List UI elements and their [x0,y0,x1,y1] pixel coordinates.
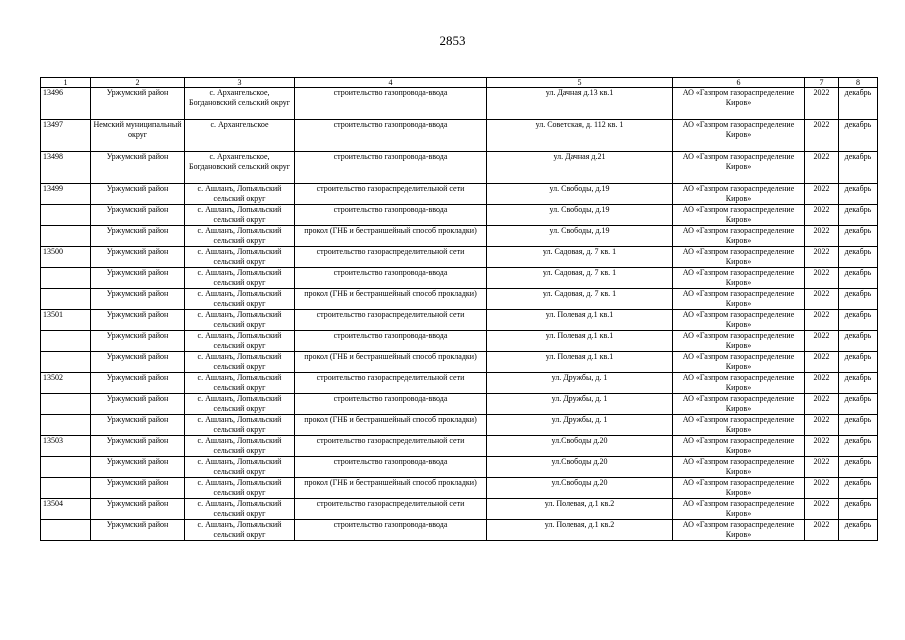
organization-cell: АО «Газпром газораспределение Киров» [673,331,805,352]
organization-cell: АО «Газпром газораспределение Киров» [673,247,805,268]
organization-cell: АО «Газпром газораспределение Киров» [673,415,805,436]
district-cell: Уржумский район [91,499,185,520]
table-row [41,520,878,541]
year-cell: 2022 [805,184,839,205]
month-cell: декабрь [839,457,878,478]
organization-cell: АО «Газпром газораспределение Киров» [673,184,805,205]
table-row [41,457,878,478]
address-cell: ул.Свободы д.20 [487,436,673,457]
year-cell: 2022 [805,331,839,352]
address-cell: ул. Полевая д.1 кв.1 [487,331,673,352]
year-cell: 2022 [805,457,839,478]
year-cell: 2022 [805,289,839,310]
district-cell: Уржумский район [91,394,185,415]
table-row [41,152,878,184]
settlement-cell: с. Ашланъ, Лопьяльский сельский округ [185,268,295,289]
work-type-cell: строительство газораспределительной сети [295,436,487,457]
header-cell: 2 [91,78,185,88]
organization-cell: АО «Газпром газораспределение Киров» [673,226,805,247]
table-row [41,373,878,394]
header-cell: 5 [487,78,673,88]
month-cell: декабрь [839,310,878,331]
month-cell: декабрь [839,226,878,247]
table-row [41,478,878,499]
district-cell: Уржумский район [91,184,185,205]
work-type-cell: строительство газопровода-ввода [295,120,487,152]
address-cell: ул. Дружбы, д. 1 [487,394,673,415]
address-cell: ул. Полевая д.1 кв.1 [487,352,673,373]
settlement-cell: с. Архангельское, Богдановский сельский округ [185,88,295,120]
month-cell: декабрь [839,184,878,205]
record-number-cell [41,520,91,541]
month-cell: декабрь [839,436,878,457]
organization-cell: АО «Газпром газораспределение Киров» [673,352,805,373]
district-cell: Уржумский район [91,478,185,499]
district-cell: Уржумский район [91,268,185,289]
month-cell: декабрь [839,352,878,373]
address-cell: ул.Свободы д.20 [487,478,673,499]
record-number-cell [41,205,91,226]
organization-cell: АО «Газпром газораспределение Киров» [673,310,805,331]
month-cell: декабрь [839,394,878,415]
header-row [41,78,878,88]
year-cell: 2022 [805,152,839,184]
record-number-cell [41,478,91,499]
settlement-cell: с. Ашланъ, Лопьяльский сельский округ [185,247,295,268]
year-cell: 2022 [805,310,839,331]
table-row [41,88,878,120]
settlement-cell: с. Архангельское [185,120,295,152]
organization-cell: АО «Газпром газораспределение Киров» [673,289,805,310]
month-cell: декабрь [839,499,878,520]
district-cell: Уржумский район [91,205,185,226]
month-cell: декабрь [839,88,878,120]
settlement-cell: с. Ашланъ, Лопьяльский сельский округ [185,226,295,247]
address-cell: ул. Садовая, д. 7 кв. 1 [487,289,673,310]
header-cell: 3 [185,78,295,88]
record-number-cell: 13501 [41,310,91,331]
record-number-cell: 13499 [41,184,91,205]
month-cell: декабрь [839,268,878,289]
settlement-cell: с. Ашланъ, Лопьяльский сельский округ [185,415,295,436]
record-number-cell [41,415,91,436]
month-cell: декабрь [839,205,878,226]
work-type-cell: строительство газопровода-ввода [295,205,487,226]
settlement-cell: с. Ашланъ, Лопьяльский сельский округ [185,352,295,373]
month-cell: декабрь [839,373,878,394]
address-cell: ул. Советская, д. 112 кв. 1 [487,120,673,152]
record-number-cell: 13498 [41,152,91,184]
work-type-cell: строительство газопровода-ввода [295,457,487,478]
settlement-cell: с. Ашланъ, Лопьяльский сельский округ [185,436,295,457]
table-row [41,289,878,310]
work-type-cell: строительство газопровода-ввода [295,394,487,415]
settlement-cell: с. Ашланъ, Лопьяльский сельский округ [185,394,295,415]
page-number: 2853 [439,33,466,48]
organization-cell: АО «Газпром газораспределение Киров» [673,268,805,289]
settlement-cell: с. Ашланъ, Лопьяльский сельский округ [185,520,295,541]
month-cell: декабрь [839,520,878,541]
address-cell: ул. Садовая, д. 7 кв. 1 [487,268,673,289]
table-row [41,331,878,352]
table-row [41,120,878,152]
year-cell: 2022 [805,352,839,373]
table-row [41,226,878,247]
register-table [40,77,878,541]
table-row [41,205,878,226]
header-cell: 7 [805,78,839,88]
work-type-cell: прокол (ГНБ и бестраншейный способ прокладки) [295,352,487,373]
district-cell: Уржумский район [91,331,185,352]
address-cell: ул. Свободы, д.19 [487,205,673,226]
organization-cell: АО «Газпром газораспределение Киров» [673,152,805,184]
record-number-cell [41,457,91,478]
record-number-cell [41,331,91,352]
year-cell: 2022 [805,415,839,436]
table-row [41,394,878,415]
work-type-cell: прокол (ГНБ и бестраншейный способ прокладки) [295,226,487,247]
settlement-cell: с. Ашланъ, Лопьяльский сельский округ [185,499,295,520]
district-cell: Немский муниципальный округ [91,120,185,152]
month-cell: декабрь [839,478,878,499]
work-type-cell: строительство газораспределительной сети [295,373,487,394]
year-cell: 2022 [805,120,839,152]
work-type-cell: строительство газораспределительной сети [295,499,487,520]
year-cell: 2022 [805,394,839,415]
organization-cell: АО «Газпром газораспределение Киров» [673,520,805,541]
year-cell: 2022 [805,499,839,520]
district-cell: Уржумский район [91,226,185,247]
year-cell: 2022 [805,520,839,541]
settlement-cell: с. Ашланъ, Лопьяльский сельский округ [185,310,295,331]
table-row [41,352,878,373]
settlement-cell: с. Ашланъ, Лопьяльский сельский округ [185,373,295,394]
year-cell: 2022 [805,226,839,247]
table-row [41,247,878,268]
year-cell: 2022 [805,88,839,120]
district-cell: Уржумский район [91,373,185,394]
settlement-cell: с. Ашланъ, Лопьяльский сельский округ [185,205,295,226]
settlement-cell: с. Ашланъ, Лопьяльский сельский округ [185,457,295,478]
address-cell: ул.Свободы д.20 [487,457,673,478]
year-cell: 2022 [805,247,839,268]
settlement-cell: с. Ашланъ, Лопьяльский сельский округ [185,184,295,205]
address-cell: ул. Свободы, д.19 [487,184,673,205]
address-cell: ул. Дачная д.21 [487,152,673,184]
district-cell: Уржумский район [91,289,185,310]
month-cell: декабрь [839,289,878,310]
record-number-cell [41,268,91,289]
record-number-cell: 13504 [41,499,91,520]
record-number-cell [41,226,91,247]
record-number-cell: 13502 [41,373,91,394]
address-cell: ул. Свободы, д.19 [487,226,673,247]
work-type-cell: прокол (ГНБ и бестраншейный способ прокладки) [295,289,487,310]
organization-cell: АО «Газпром газораспределение Киров» [673,88,805,120]
work-type-cell: строительство газопровода-ввода [295,152,487,184]
district-cell: Уржумский район [91,152,185,184]
settlement-cell: с. Ашланъ, Лопьяльский сельский округ [185,289,295,310]
organization-cell: АО «Газпром газораспределение Киров» [673,499,805,520]
record-number-cell [41,394,91,415]
record-number-cell [41,289,91,310]
organization-cell: АО «Газпром газораспределение Киров» [673,436,805,457]
work-type-cell: прокол (ГНБ и бестраншейный способ прокладки) [295,478,487,499]
address-cell: ул. Полевая, д.1 кв.2 [487,520,673,541]
work-type-cell: строительство газопровода-ввода [295,331,487,352]
table-body [41,78,878,541]
year-cell: 2022 [805,436,839,457]
month-cell: декабрь [839,152,878,184]
table-row [41,310,878,331]
record-number-cell [41,352,91,373]
district-cell: Уржумский район [91,88,185,120]
table-row [41,184,878,205]
header-cell: 6 [673,78,805,88]
organization-cell: АО «Газпром газораспределение Киров» [673,394,805,415]
organization-cell: АО «Газпром газораспределение Киров» [673,457,805,478]
address-cell: ул. Полевая, д.1 кв.2 [487,499,673,520]
header-cell: 1 [41,78,91,88]
district-cell: Уржумский район [91,247,185,268]
settlement-cell: с. Ашланъ, Лопьяльский сельский округ [185,331,295,352]
table-row [41,415,878,436]
work-type-cell: строительство газопровода-ввода [295,268,487,289]
district-cell: Уржумский район [91,415,185,436]
record-number-cell: 13496 [41,88,91,120]
work-type-cell: строительство газопровода-ввода [295,520,487,541]
year-cell: 2022 [805,205,839,226]
record-number-cell: 13497 [41,120,91,152]
district-cell: Уржумский район [91,457,185,478]
table-row [41,268,878,289]
organization-cell: АО «Газпром газораспределение Киров» [673,205,805,226]
header-cell: 8 [839,78,878,88]
month-cell: декабрь [839,247,878,268]
address-cell: ул. Полевая д.1 кв.1 [487,310,673,331]
year-cell: 2022 [805,478,839,499]
district-cell: Уржумский район [91,352,185,373]
work-type-cell: прокол (ГНБ и бестраншейный способ прокладки) [295,415,487,436]
table-row [41,436,878,457]
district-cell: Уржумский район [91,310,185,331]
header-cell: 4 [295,78,487,88]
month-cell: декабрь [839,331,878,352]
table-row [41,499,878,520]
address-cell: ул. Дружбы, д. 1 [487,373,673,394]
settlement-cell: с. Ашланъ, Лопьяльский сельский округ [185,478,295,499]
work-type-cell: строительство газораспределительной сети [295,310,487,331]
month-cell: декабрь [839,415,878,436]
work-type-cell: строительство газопровода-ввода [295,88,487,120]
record-number-cell: 13503 [41,436,91,457]
organization-cell: АО «Газпром газораспределение Киров» [673,478,805,499]
address-cell: ул. Дружбы, д. 1 [487,415,673,436]
district-cell: Уржумский район [91,520,185,541]
organization-cell: АО «Газпром газораспределение Киров» [673,120,805,152]
organization-cell: АО «Газпром газораспределение Киров» [673,373,805,394]
year-cell: 2022 [805,268,839,289]
district-cell: Уржумский район [91,436,185,457]
address-cell: ул. Дачная д.13 кв.1 [487,88,673,120]
work-type-cell: строительство газораспределительной сети [295,247,487,268]
year-cell: 2022 [805,373,839,394]
month-cell: декабрь [839,120,878,152]
settlement-cell: с. Архангельское, Богдановский сельский округ [185,152,295,184]
record-number-cell: 13500 [41,247,91,268]
work-type-cell: строительство газораспределительной сети [295,184,487,205]
address-cell: ул. Садовая, д. 7 кв. 1 [487,247,673,268]
